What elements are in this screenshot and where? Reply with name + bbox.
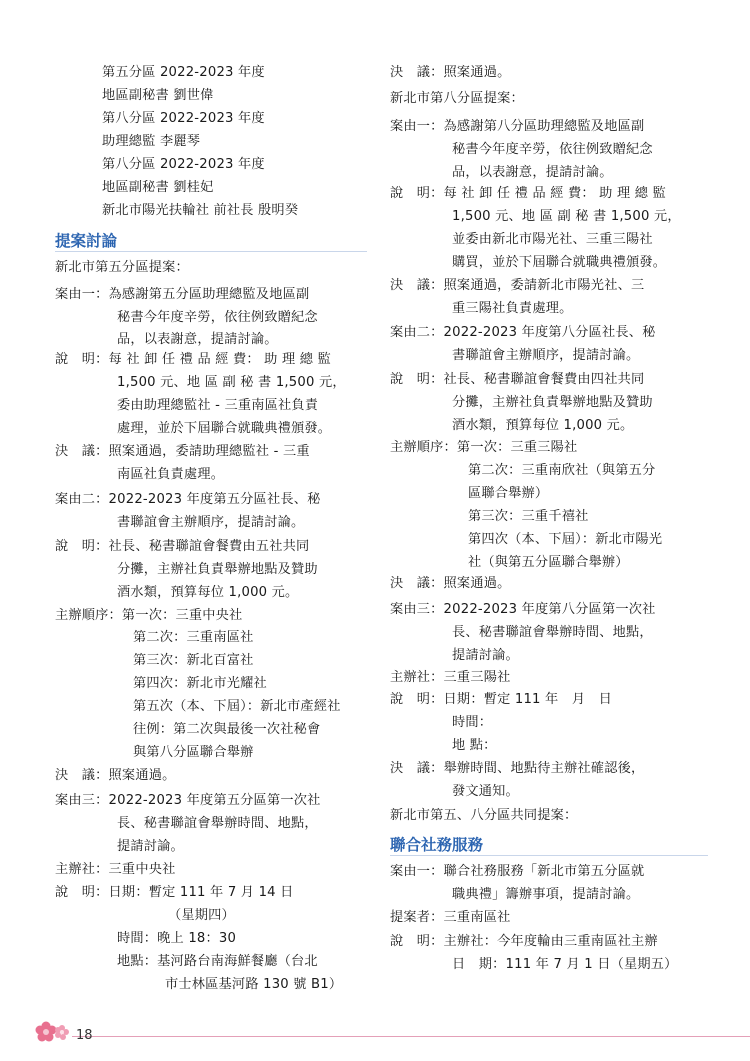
text-line: 區聯合舉辦） <box>468 486 549 501</box>
text-line: 品，以表謝意，提請討論。 <box>452 165 613 180</box>
section-divider <box>55 251 367 252</box>
text-line: 說 明：主辦社：今年度輪由三重南區社主辦 <box>390 934 658 949</box>
intro-line: 地區副秘書 劉世偉 <box>102 88 214 103</box>
text-line: 提案者：三重南區社 <box>390 910 511 925</box>
text-line: 地 點： <box>452 738 497 753</box>
text-line: 1,500 元、地 區 副 秘 書 1,500 元， <box>452 209 681 224</box>
text-line: 發文通知。 <box>452 784 519 799</box>
section-title-joint-services: 聯合社務服務 <box>390 836 484 854</box>
text-line: 案由一：為感謝第五分區助理總監及地區副 <box>55 287 310 302</box>
text-line: 說 明：日期：暫定 111 年 月 日 <box>390 692 612 707</box>
text-line: 職典禮」籌辦事項，提請討論。 <box>452 887 640 902</box>
text-line: 第三次：三重千禧社 <box>468 509 589 524</box>
text-line: 新北市第五分區提案： <box>55 260 189 275</box>
text-line: 提請討論。 <box>452 648 519 663</box>
text-line: 決 議：照案通過。 <box>390 576 511 591</box>
flower-ornament-icon <box>32 1018 72 1046</box>
text-line: （星期四） <box>168 908 235 923</box>
text-line: 說 明：每 社 卸 任 禮 品 經 費： 助 理 總 監 <box>390 186 666 201</box>
text-line: 說 明：日期：暫定 111 年 7 月 14 日 <box>55 885 294 900</box>
text-line: 社（與第五分區聯合舉辦） <box>468 555 629 570</box>
text-line: 案由三：2022-2023 年度第五分區第一次社 <box>55 793 321 808</box>
text-line: 分攤，主辦社負責舉辦地點及贊助 <box>117 562 318 577</box>
intro-line: 助理總監 李麗琴 <box>102 134 201 149</box>
text-line: 主辦順序：第一次：三重三陽社 <box>390 440 578 455</box>
text-line: 第二次：三重南區社 <box>133 630 254 645</box>
text-line: 委由助理總監社 - 三重南區社負責 <box>117 398 319 413</box>
text-line: 新北市第五、八分區共同提案： <box>390 808 578 823</box>
text-line: 案由一：為感謝第八分區助理總監及地區副 <box>390 119 645 134</box>
text-line: 長、秘書聯誼會舉辦時間、地點， <box>452 625 653 640</box>
text-line: 書聯誼會主辦順序，提請討論。 <box>117 515 305 530</box>
intro-line: 地區副秘書 劉桂妃 <box>102 180 214 195</box>
text-line: 說 明：社長、秘書聯誼會餐費由五社共同 <box>55 539 310 554</box>
text-line: 1,500 元、地 區 副 秘 書 1,500 元， <box>117 375 346 390</box>
section-title-proposals: 提案討論 <box>55 232 118 250</box>
text-line: 長、秘書聯誼會舉辦時間、地點， <box>117 816 318 831</box>
text-line: 提請討論。 <box>117 839 184 854</box>
text-line: 分攤，主辦社負責舉辦地點及贊助 <box>452 395 653 410</box>
text-line: 主辦順序：第一次：三重中央社 <box>55 608 243 623</box>
text-line: 主辦社：三重三陽社 <box>390 670 511 685</box>
text-line: 第四次（本、下屆）：新北市陽光 <box>468 532 663 547</box>
text-line: 說 明：社長、秘書聯誼會餐費由四社共同 <box>390 372 645 387</box>
intro-line: 第八分區 2022-2023 年度 <box>102 157 265 172</box>
intro-line: 新北市陽光扶輪社 前社長 殷明癸 <box>102 203 299 218</box>
section-divider <box>390 855 708 856</box>
text-line: 第四次：新北市光耀社 <box>133 676 267 691</box>
page-number: 18 <box>76 1028 93 1043</box>
text-line: 市士林區基河路 130 號 B1） <box>165 977 343 992</box>
text-line: 時間： <box>452 715 493 730</box>
text-line: 地點：基河路台南海鮮餐廳（台北 <box>117 954 318 969</box>
text-line: 主辦社：三重中央社 <box>55 862 176 877</box>
footer-divider <box>72 1036 750 1037</box>
text-line: 第二次：三重南欣社（與第五分 <box>468 463 656 478</box>
intro-line: 第八分區 2022-2023 年度 <box>102 111 265 126</box>
text-line: 與第八分區聯合舉辦 <box>133 745 254 760</box>
text-line: 決 議：照案通過。 <box>390 65 511 80</box>
text-line: 品，以表謝意，提請討論。 <box>117 332 278 347</box>
text-line: 案由一：聯合社務服務「新北市第五分區就 <box>390 864 645 879</box>
text-line: 新北市第八分區提案： <box>390 91 524 106</box>
text-line: 酒水類，預算每位 1,000 元。 <box>452 418 634 433</box>
text-line: 第三次：新北百富社 <box>133 653 254 668</box>
text-line: 決 議：照案通過。 <box>55 768 176 783</box>
text-line: 往例：第二次與最後一次社秘會 <box>133 722 321 737</box>
text-line: 購買，並於下屆聯合就職典禮頒發。 <box>452 255 667 270</box>
text-line: 決 議：照案通過，委請助理總監社 - 三重 <box>55 444 310 459</box>
text-line: 秘書今年度辛勞，依往例致贈紀念 <box>452 142 653 157</box>
text-line: 案由二：2022-2023 年度第五分區社長、秘 <box>55 492 321 507</box>
text-line: 說 明：每 社 卸 任 禮 品 經 費： 助 理 總 監 <box>55 352 331 367</box>
text-line: 重三陽社負責處理。 <box>452 301 573 316</box>
text-line: 處理，並於下屆聯合就職典禮頒發。 <box>117 421 332 436</box>
text-line: 日 期：111 年 7 月 1 日（星期五） <box>452 957 678 972</box>
text-line: 並委由新北市陽光社、三重三陽社 <box>452 232 653 247</box>
text-line: 決 議：舉辦時間、地點待主辦社確認後， <box>390 761 645 776</box>
text-line: 酒水類，預算每位 1,000 元。 <box>117 585 299 600</box>
text-line: 第五次（本、下屆）：新北市產經社 <box>133 699 341 714</box>
intro-line: 第五分區 2022-2023 年度 <box>102 65 265 80</box>
text-line: 南區社負責處理。 <box>117 467 225 482</box>
text-line: 書聯誼會主辦順序，提請討論。 <box>452 348 640 363</box>
text-line: 案由三：2022-2023 年度第八分區第一次社 <box>390 602 656 617</box>
text-line: 案由二：2022-2023 年度第八分區社長、秘 <box>390 325 656 340</box>
text-line: 時間：晚上 18：30 <box>117 931 237 946</box>
text-line: 秘書今年度辛勞，依往例致贈紀念 <box>117 310 318 325</box>
text-line: 決 議：照案通過，委請新北市陽光社、三 <box>390 278 645 293</box>
